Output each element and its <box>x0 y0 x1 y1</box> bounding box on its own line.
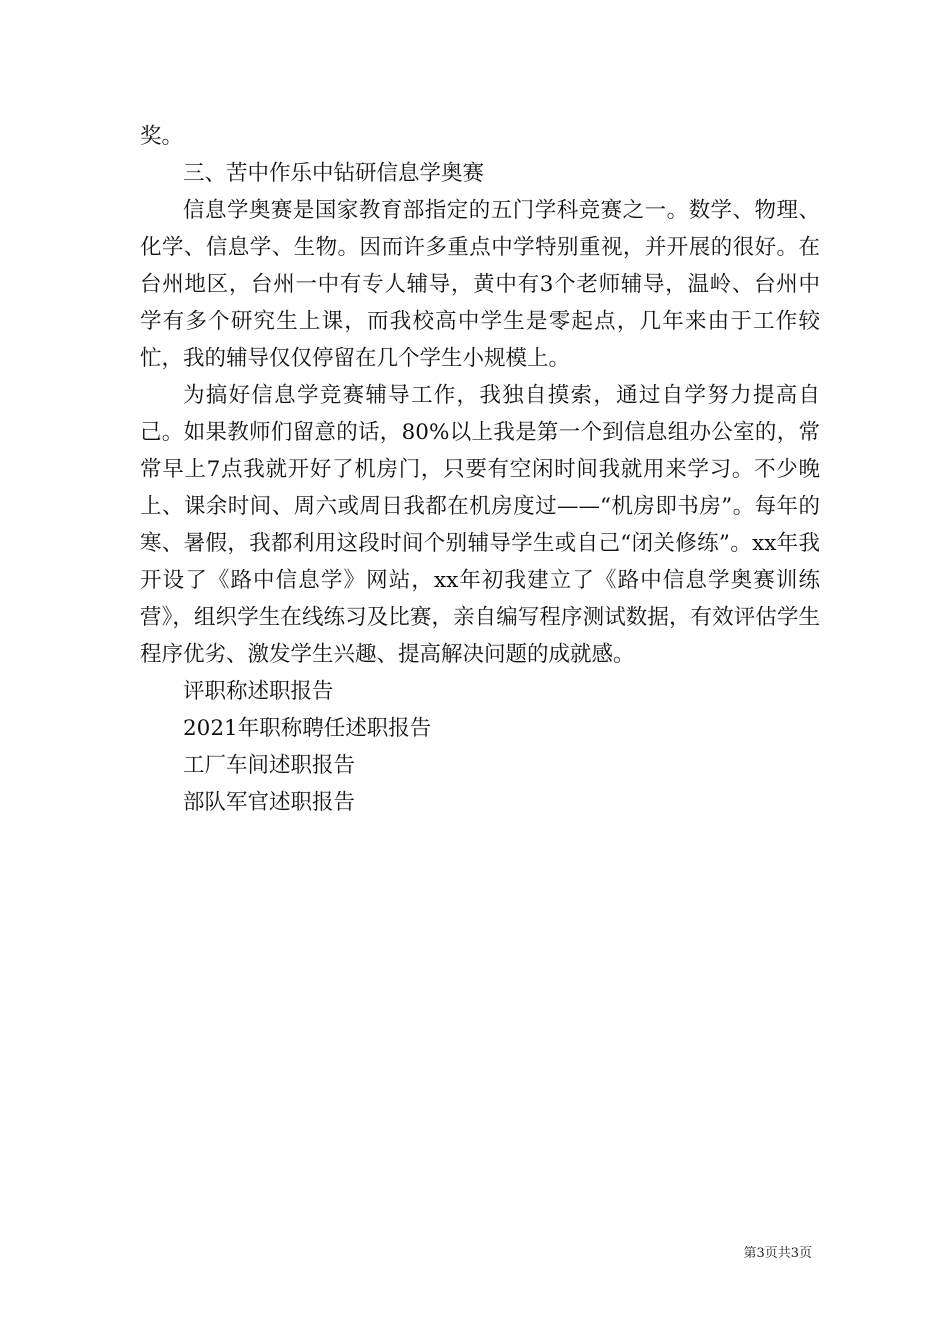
related-link-3[interactable]: 工厂车间述职报告 <box>183 753 356 778</box>
paragraph-self-study: 为搞好信息学竞赛辅导工作，我独自摸索，通过自学努力提高自己。如果教师们留意的话，80%以上我是第一个到信息组办公室的，常常早上7点我就开好了机房门，只要有空闲时间我就用来学习。不少晚上、课余时间、周六或周日我都在机房度过——“机房即书房”。每年的寒、暑假，我都利用这段时间个别辅导学生或自己“闭关修练”。xx年我开设了《路中信息学》网站，xx年初我建立了《路中信息学奥赛训练营》，组织学生在线练习及比赛，亲自编写程序测试数据，有效评估学生程序优劣、激发学生兴趣、提高解决问题的成就感。 <box>140 383 820 667</box>
section-heading: 三、苦中作乐中钻研信息学奥赛 <box>183 161 485 186</box>
related-link-4[interactable]: 部队军官述职报告 <box>183 790 356 815</box>
document-body <box>140 118 820 821</box>
related-link-1[interactable]: 评职称述职报告 <box>183 679 334 704</box>
paragraph-continuation: 奖。 <box>140 124 184 149</box>
paragraph-olympiad-intro: 信息学奥赛是国家教育部指定的五门学科竞赛之一。数学、物理、化学、信息学、生物。因而许多重点中学特别重视，并开展的很好。在台州地区，台州一中有专人辅导，黄中有3个老师辅导，温岭、台州中学有多个研究生上课，而我校高中学生是零起点，几年来由于工作较忙，我的辅导仅仅停留在几个学生小规模上。 <box>140 198 820 371</box>
related-links-list <box>140 673 820 821</box>
related-link-2[interactable]: 2021年职称聘任述职报告 <box>183 716 432 741</box>
page-number: 第3页共3页 <box>743 1246 812 1261</box>
